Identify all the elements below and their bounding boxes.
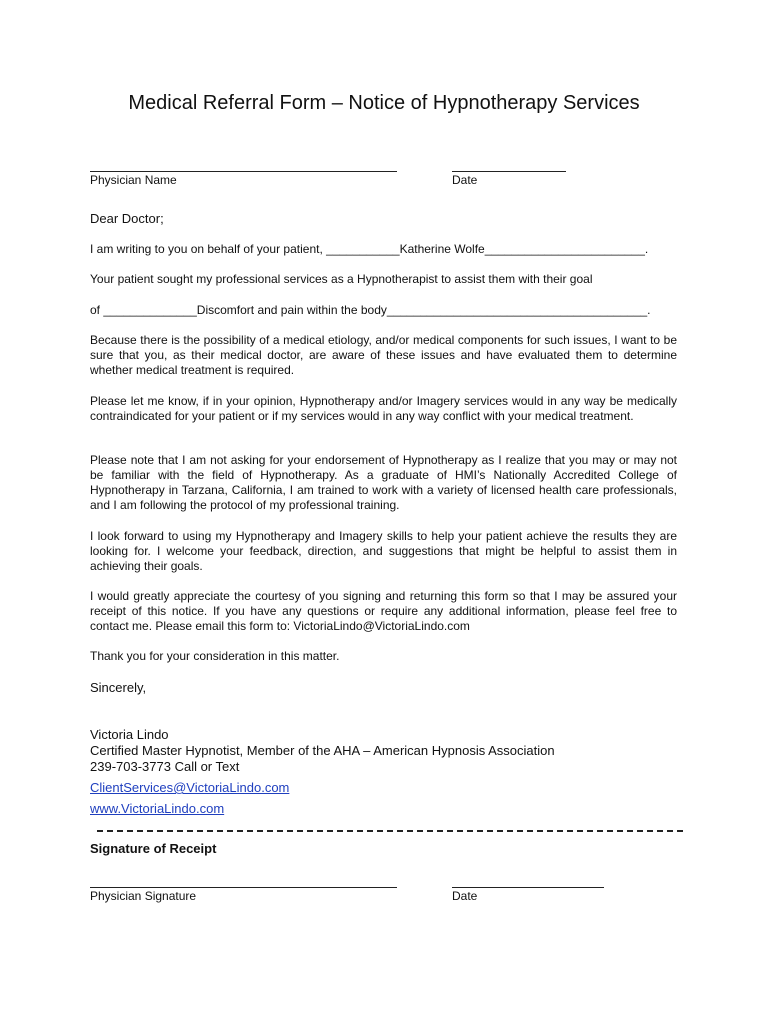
patient-blank-after: ________________________. (484, 242, 649, 256)
paragraph-thanks: Thank you for your consideration in this matter. (90, 649, 340, 663)
physician-signature-label: Physician Signature (90, 889, 197, 903)
paragraph-feedback: I look forward to using my Hypnotherapy and Imagery skills to help your patient achieve the results they are looking for. I welcome your feedback, direction, and suggestions that might be helpful to assist them in achieving their goals. (90, 529, 677, 573)
goal-text: Discomfort and pain within the body (196, 303, 387, 317)
signer-phone: 239-703-3773 Call or Text (90, 759, 240, 774)
goal-line-prefix: of (90, 303, 104, 317)
goal-line (90, 303, 651, 318)
physician-name-line[interactable] (90, 171, 397, 172)
date-label: Date (452, 173, 478, 187)
signature-block (90, 727, 710, 817)
goal-blank-before: ______________ (103, 303, 197, 317)
receipt-date-line[interactable] (452, 887, 604, 888)
date-line[interactable] (452, 171, 566, 172)
salutation: Dear Doctor; (90, 211, 164, 226)
goal-blank-after: _______________________________________. (386, 303, 651, 317)
physician-signature-line[interactable] (90, 887, 397, 888)
paragraph-contraindication: Please let me know, if in your opinion, Hypnotherapy and/or Imagery services would in any way be medically contraindicated for your patient or if my services would in any way conflict with your medical treatment. (90, 394, 677, 423)
patient-name: Katherine Wolfe (399, 242, 485, 256)
email-link[interactable]: ClientServices@VictoriaLindo.com (90, 780, 290, 795)
page-title: Medical Referral Form – Notice of Hypnotherapy Services (128, 92, 640, 114)
paragraph-return-form: I would greatly appreciate the courtesy of you signing and returning this form so that I may be assured your receipt of this notice. If you have any questions or require any additional information, please feel free to contact me. Please email this form to: VictoriaLindo@VictoriaLindo.com (90, 589, 677, 633)
receipt-heading: Signature of Receipt (90, 841, 217, 856)
signer-credentials: Certified Master Hypnotist, Member of the AHA – American Hypnosis Association (90, 743, 555, 758)
patient-line (90, 242, 648, 257)
paragraph-endorsement: Please note that I am not asking for your endorsement of Hypnotherapy as I realize that you may or may not be familiar with the field of Hypnotherapy. As a graduate of HMI’s Nationally Accredited College of Hypnotherapy in Tarzana, California, I am trained to work with a variety of licensed health care professionals, and I am following the protocol of my professional training. (90, 453, 677, 512)
physician-name-label: Physician Name (90, 173, 177, 187)
cut-line-divider (97, 830, 683, 832)
patient-line-prefix: I am writing to you on behalf of your patient, (90, 242, 327, 256)
website-link[interactable]: www.VictoriaLindo.com (90, 801, 225, 816)
patient-blank-before: ___________ (326, 242, 400, 256)
signer-name: Victoria Lindo (90, 727, 169, 742)
goal-intro: Your patient sought my professional services as a Hypnotherapist to assist them with their goal (90, 272, 593, 286)
paragraph-etiology: Because there is the possibility of a medical etiology, and/or medical components for such issues, I want to be sure that you, as their medical doctor, are aware of these issues and have evaluated them to determine whether medical treatment is required. (90, 333, 677, 377)
closing: Sincerely, (90, 680, 147, 695)
receipt-date-label: Date (452, 889, 478, 903)
